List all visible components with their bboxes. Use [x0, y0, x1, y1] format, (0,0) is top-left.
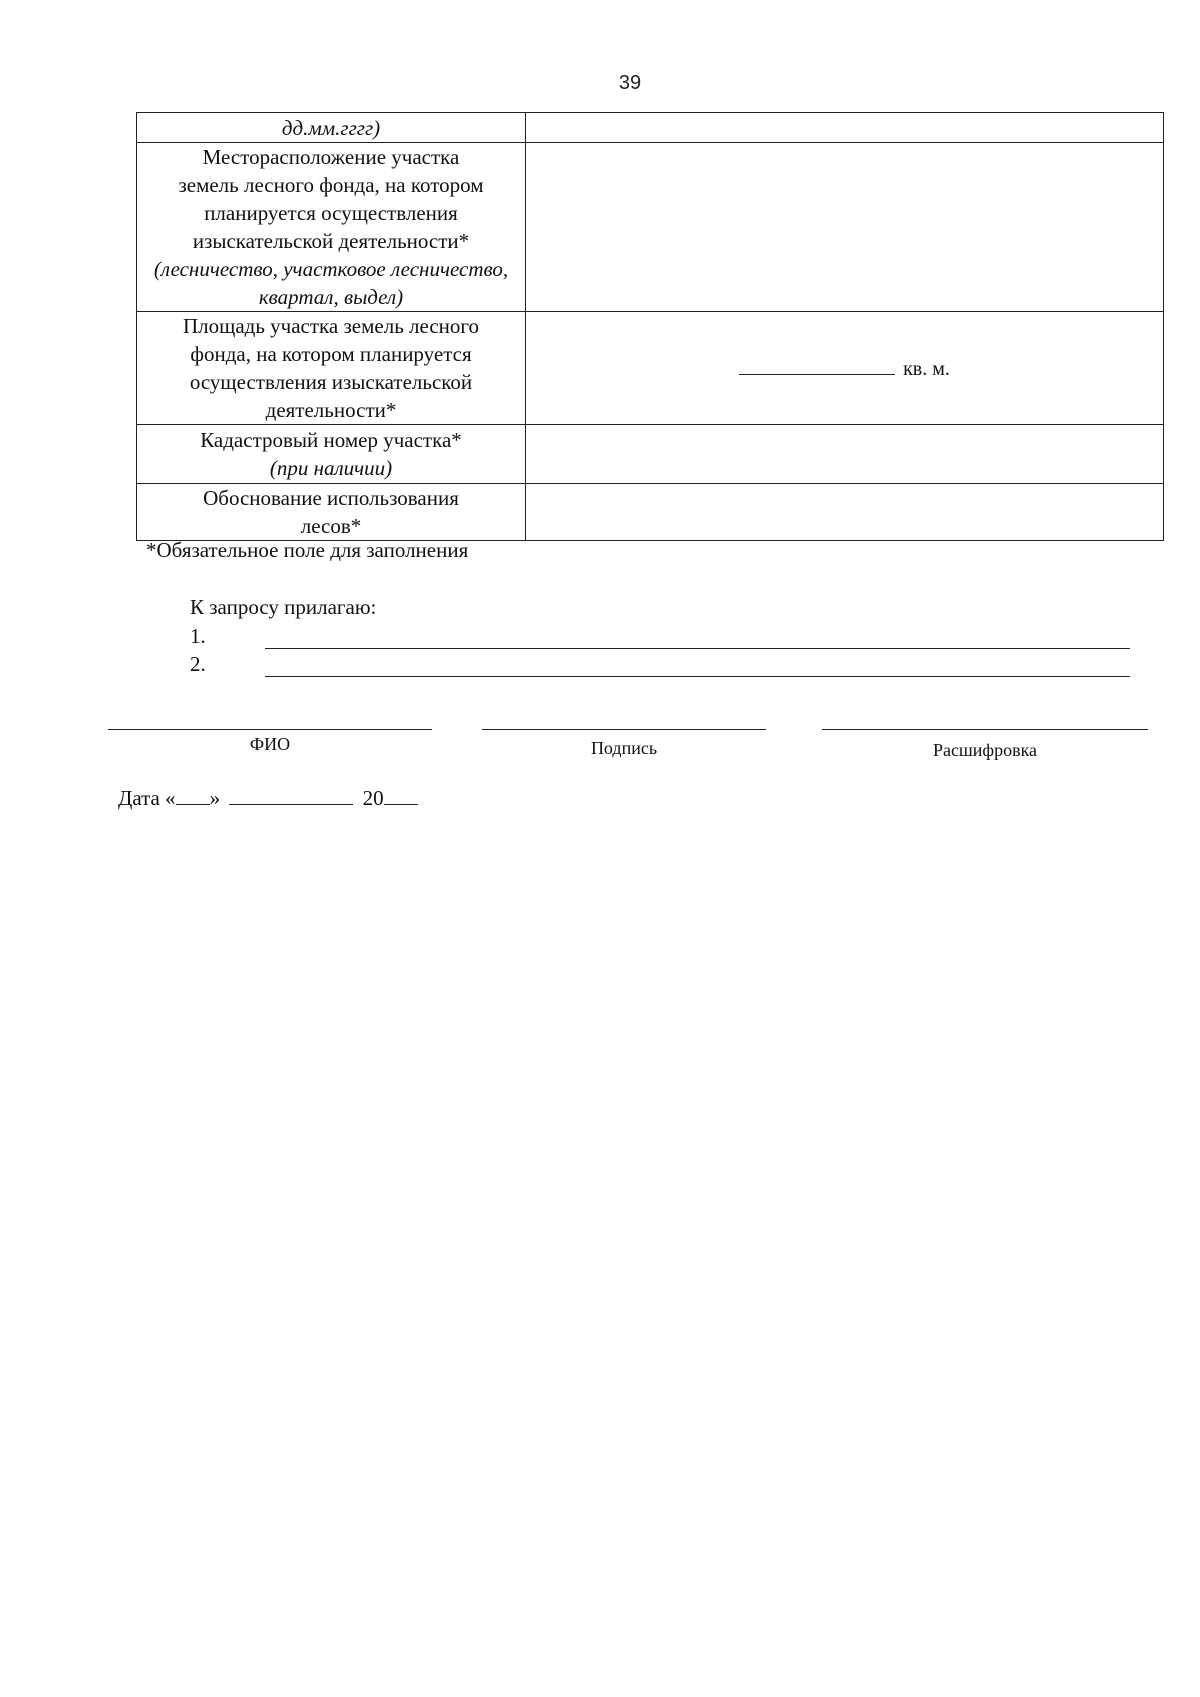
table-row — [137, 113, 1164, 143]
label-line: Кадастровый номер участка* — [200, 428, 462, 452]
label-line: планируется осуществления — [204, 201, 458, 225]
value-cell[interactable] — [526, 425, 1164, 484]
table-row — [137, 425, 1164, 484]
label-italic: дд.мм.гггг) — [281, 115, 381, 140]
attachment-number: 1. — [190, 624, 206, 648]
label-line: Месторасположение участка — [202, 145, 460, 169]
label-italic: (при наличии) — [269, 456, 393, 480]
attachment-blank-line[interactable] — [265, 648, 1130, 649]
footnote: *Обязательное поле для заполнения — [146, 538, 469, 562]
date-mid: » — [209, 786, 221, 810]
value-cell[interactable] — [526, 484, 1164, 541]
area-unit: кв. м. — [903, 357, 950, 380]
table-row — [137, 143, 1164, 312]
attachment-item[interactable] — [190, 652, 1130, 680]
label-line: Обоснование использования — [203, 486, 459, 510]
label-line: фонда, на котором планируется — [190, 342, 472, 366]
fio-label: ФИО — [249, 734, 291, 754]
fio-line[interactable] — [108, 729, 432, 730]
label-line: земель лесного фонда, на котором — [178, 173, 484, 197]
attachment-number: 2. — [190, 652, 206, 676]
label-line: изыскательской деятельности* — [192, 229, 470, 253]
attachment-blank-line[interactable] — [265, 676, 1130, 677]
area-blank-line[interactable] — [739, 356, 895, 375]
form-table — [136, 112, 1164, 541]
year-prefix: 20 — [362, 786, 384, 810]
month-blank[interactable] — [229, 784, 353, 805]
signature-line[interactable] — [482, 729, 766, 730]
table-row — [137, 484, 1164, 541]
page-number: 39 — [618, 72, 642, 94]
area-value-cell[interactable] — [526, 312, 1164, 425]
date-prefix: Дата « — [118, 786, 176, 810]
day-blank[interactable] — [176, 784, 210, 805]
signature-label: Подпись — [590, 738, 658, 758]
year-blank[interactable] — [384, 784, 418, 805]
attachment-item[interactable] — [190, 624, 1130, 652]
label-cell — [137, 425, 526, 484]
label-cell — [137, 143, 526, 312]
label-line: деятельности* — [265, 398, 397, 422]
value-cell[interactable] — [526, 113, 1164, 143]
label-line: осуществления изыскательской — [189, 370, 473, 394]
label-line: Площадь участка земель лесного — [183, 314, 479, 338]
decode-label: Расшифровка — [932, 740, 1038, 760]
date-line — [118, 784, 418, 811]
decode-line[interactable] — [822, 729, 1148, 730]
label-line: лесов* — [300, 514, 362, 538]
label-cell — [137, 312, 526, 425]
value-cell[interactable] — [526, 143, 1164, 312]
label-cell — [137, 113, 526, 143]
label-italic: (лесничество, участковое лесничество, квартал, выдел) — [153, 257, 509, 309]
table-row — [137, 312, 1164, 425]
attachments-title: К запросу прилагаю: — [190, 595, 377, 619]
label-cell — [137, 484, 526, 541]
